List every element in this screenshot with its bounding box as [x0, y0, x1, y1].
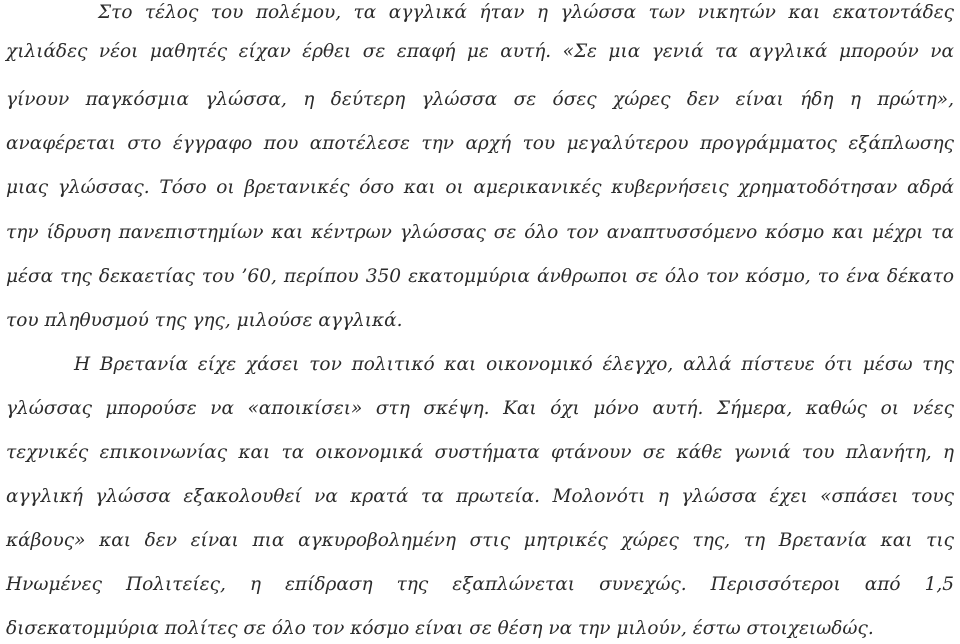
paragraph-2-line-7: δισεκατομμύρια πολίτες σε όλο τον κόσμο είναι σε θέση να την μιλούν, έστω στοιχειωδώς.	[6, 618, 874, 639]
paragraph-1-line-3: γίνουν παγκόσμια γλώσσα, η δεύτερη γλώσσα σε όσες χώρες δεν είναι ήδη η πρώτη»,	[6, 89, 954, 110]
paragraph-1-line-7: μέσα της δεκαετίας του ’60, περίπου 350 εκατομμύρια άνθρωποι σε όλο τον κόσμο, το ένα δέκατο	[6, 266, 954, 287]
paragraph-1-line-1: Στο τέλος του πολέμου, τα αγγλικά ήταν η γλώσσα των νικητών και εκατοντάδες	[98, 2, 954, 23]
paragraph-1-line-5: μιας γλώσσας. Τόσο οι βρετανικές όσο και οι αμερικανικές κυβερνήσεις χρηματοδότησαν αδρά	[6, 177, 954, 198]
paragraph-1-line-6: την ίδρυση πανεπιστημίων και κέντρων γλώσσας σε όλο τον αναπτυσσόμενο κόσμο και μέχρι τα	[6, 222, 954, 243]
paragraph-1-line-4: αναφέρεται στο έγγραφο που αποτέλεσε την αρχή του μεγαλύτερου προγράμματος εξάπλωσης	[6, 133, 954, 154]
paragraph-2-line-2: γλώσσας μπορούσε να «αποικίσει» στη σκέψη. Και όχι μόνο αυτή. Σήμερα, καθώς οι νέες	[6, 398, 954, 419]
paragraph-1-line-2: χιλιάδες νέοι μαθητές είχαν έρθει σε επαφή με αυτή. «Σε μια γενιά τα αγγλικά μπορούν να	[6, 41, 954, 62]
paragraph-2-line-3: τεχνικές επικοινωνίας και τα οικονομικά συστήματα φτάνουν σε κάθε γωνιά του πλανήτη, η	[6, 442, 954, 463]
paragraph-2-line-6: Ηνωμένες Πολιτείες, η επίδραση της εξαπλώνεται συνεχώς. Περισσότεροι από 1,5	[6, 574, 954, 595]
paragraph-2-line-5: κάβους» και δεν είναι πια αγκυροβολημένη στις μητρικές χώρες της, τη Βρετανία και τις	[6, 530, 954, 551]
paragraph-2-line-1: Η Βρετανία είχε χάσει τον πολιτικό και οικονομικό έλεγχο, αλλά πίστευε ότι μέσω της	[74, 354, 954, 375]
paragraph-1-line-8: του πληθυσμού της γης, μιλούσε αγγλικά.	[6, 310, 403, 331]
paragraph-2-line-4: αγγλική γλώσσα εξακολουθεί να κρατά τα πρωτεία. Μολονότι η γλώσσα έχει «σπάσει τους	[6, 486, 954, 507]
